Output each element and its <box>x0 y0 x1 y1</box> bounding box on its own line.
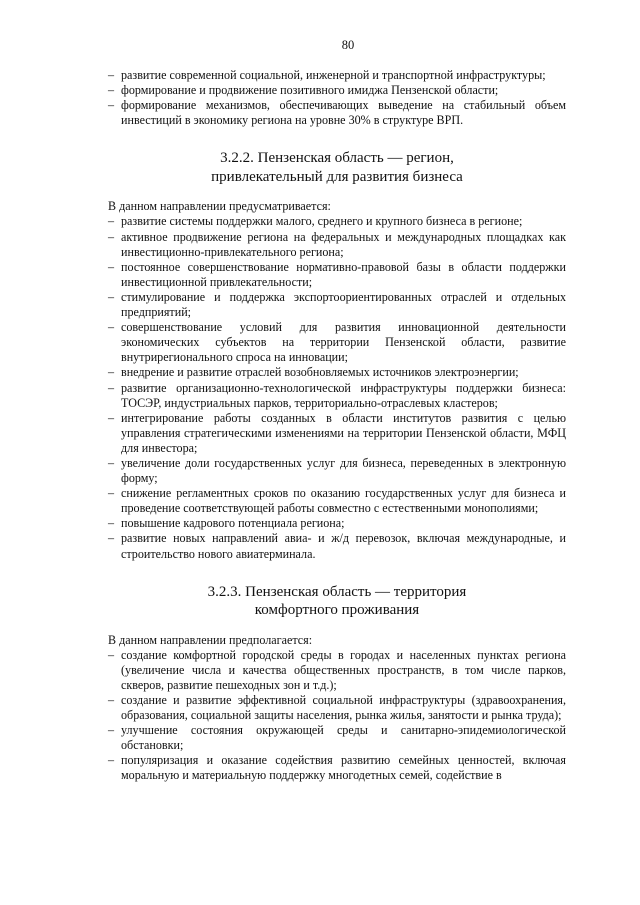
bullet-dash: – <box>108 455 115 470</box>
bullet-dash: – <box>108 83 115 98</box>
list-item <box>108 290 566 320</box>
top-bullet-list <box>108 68 566 128</box>
bullet-dash: – <box>108 259 115 274</box>
list-item-text: популяризация и оказание содействия развитию семейных ценностей, включая моральную и материальную поддержку многодетных семей, содействие в <box>121 753 566 783</box>
bullet-dash: – <box>108 98 115 113</box>
list-item-text: формирование и продвижение позитивного имиджа Пензенской области; <box>121 83 499 98</box>
list-item <box>108 260 566 290</box>
list-item <box>108 486 566 516</box>
list-item-text: увеличение доли государственных услуг для бизнеса, переведенных в электронную форму; <box>121 455 566 486</box>
list-item-text: совершенствование условий для развития инновационной деятельности экономических субъектов на территории Пензенской области, развитие внутрирегионального спроса на инновации; <box>121 320 566 365</box>
list-item-text: внедрение и развитие отраслей возобновляемых источников электроэнергии; <box>121 365 519 380</box>
bullet-dash: – <box>108 380 115 395</box>
section-title-line: привлекательный для развития бизнеса <box>211 168 463 185</box>
section-title-3-2-3 <box>108 583 566 620</box>
bullet-dash: – <box>108 723 115 738</box>
list-item <box>108 516 566 531</box>
list-item <box>108 365 566 380</box>
list-item-text: формирование механизмов, обеспечивающих выведение на стабильный объем инвестиций в экономику региона на уровне 30% в структуре ВРП. <box>121 98 566 128</box>
bullet-dash: – <box>108 531 115 546</box>
bullet-dash: – <box>108 320 115 335</box>
bullet-dash: – <box>108 289 115 304</box>
list-item <box>108 456 566 486</box>
list-item <box>108 381 566 411</box>
section-intro: В данном направлении предусматривается: <box>108 199 331 214</box>
list-item-text: развитие системы поддержки малого, среднего и крупного бизнеса в регионе; <box>121 214 523 229</box>
list-item <box>108 230 566 260</box>
page-number: 80 <box>341 38 355 52</box>
bullet-dash: – <box>108 214 115 229</box>
section-title-line: 3.2.2. Пензенская область — регион, <box>220 150 454 167</box>
list-item-text: постоянное совершенствование нормативно-правовой базы в области поддержки инвестиционной привлекательности; <box>121 259 566 289</box>
list-item-text: активное продвижение региона на федеральных и международных площадках как инвестиционно-привлекательного региона; <box>121 229 566 259</box>
list-item <box>108 723 566 753</box>
list-item <box>108 531 566 561</box>
section-title-3-2-2 <box>108 149 566 186</box>
section-intro: В данном направлении предполагается: <box>108 632 313 647</box>
list-item <box>108 320 566 365</box>
bullet-dash: – <box>108 229 115 244</box>
list-item <box>108 83 566 98</box>
list-item <box>108 68 566 83</box>
list-item-text: создание и развитие эффективной социальной инфраструктуры (здравоохранения, образования, социальной защиты населения, рынка жилья, занятости и рынка труда); <box>121 693 566 723</box>
section-title-line: комфортного проживания <box>254 602 420 619</box>
list-item-text: стимулирование и поддержка экспортоориентированных отраслей и отдельных предприятий; <box>121 289 566 320</box>
bullet-dash: – <box>108 693 115 707</box>
section-bullet-list <box>108 214 566 561</box>
list-item-text: развитие современной социальной, инженерной и транспортной инфраструктуры; <box>121 68 546 82</box>
list-item <box>108 693 566 723</box>
bullet-dash: – <box>108 647 115 662</box>
bullet-dash: – <box>108 486 115 501</box>
list-item <box>108 411 566 456</box>
bullet-dash: – <box>108 365 115 380</box>
bullet-dash: – <box>108 753 115 768</box>
list-item-text: создание комфортной городской среды в городах и населенных пунктах региона (увеличение числа и качества общественных пространств, в том числе парков, скверов, развитие пешеходных зон и т.д.); <box>121 647 566 692</box>
list-item-text: развитие новых направлений авиа- и ж/д перевозок, включая международные, и строительство нового авиатерминала. <box>121 531 566 561</box>
list-item <box>108 98 566 128</box>
list-item <box>108 753 566 783</box>
list-item <box>108 648 566 693</box>
list-item-text: снижение регламентных сроков по оказанию государственных услуг для бизнеса и проведение соответствующей работы совместно с естественными монополиями; <box>121 486 566 516</box>
section-bullet-list <box>108 648 566 784</box>
bullet-dash: – <box>108 410 115 425</box>
bullet-dash: – <box>108 68 115 82</box>
section-title-line: 3.2.3. Пензенская область — территория <box>207 583 467 600</box>
list-item <box>108 214 566 229</box>
list-item-text: интегрирование работы созданных в области институтов развития с целью управления стратегическими изменениями на территории Пензенской области, МФЦ для инвестора; <box>121 410 566 455</box>
list-item-text: развитие организационно-технологической инфраструктуры поддержки бизнеса: ТОСЭР, индустриальных парков, территориально-отраслевых кластеров; <box>121 380 566 410</box>
bullet-dash: – <box>108 516 115 531</box>
list-item-text: улучшение состояния окружающей среды и санитарно-эпидемиологической обстановки; <box>121 723 566 753</box>
list-item-text: повышение кадрового потенциала региона; <box>121 516 345 531</box>
